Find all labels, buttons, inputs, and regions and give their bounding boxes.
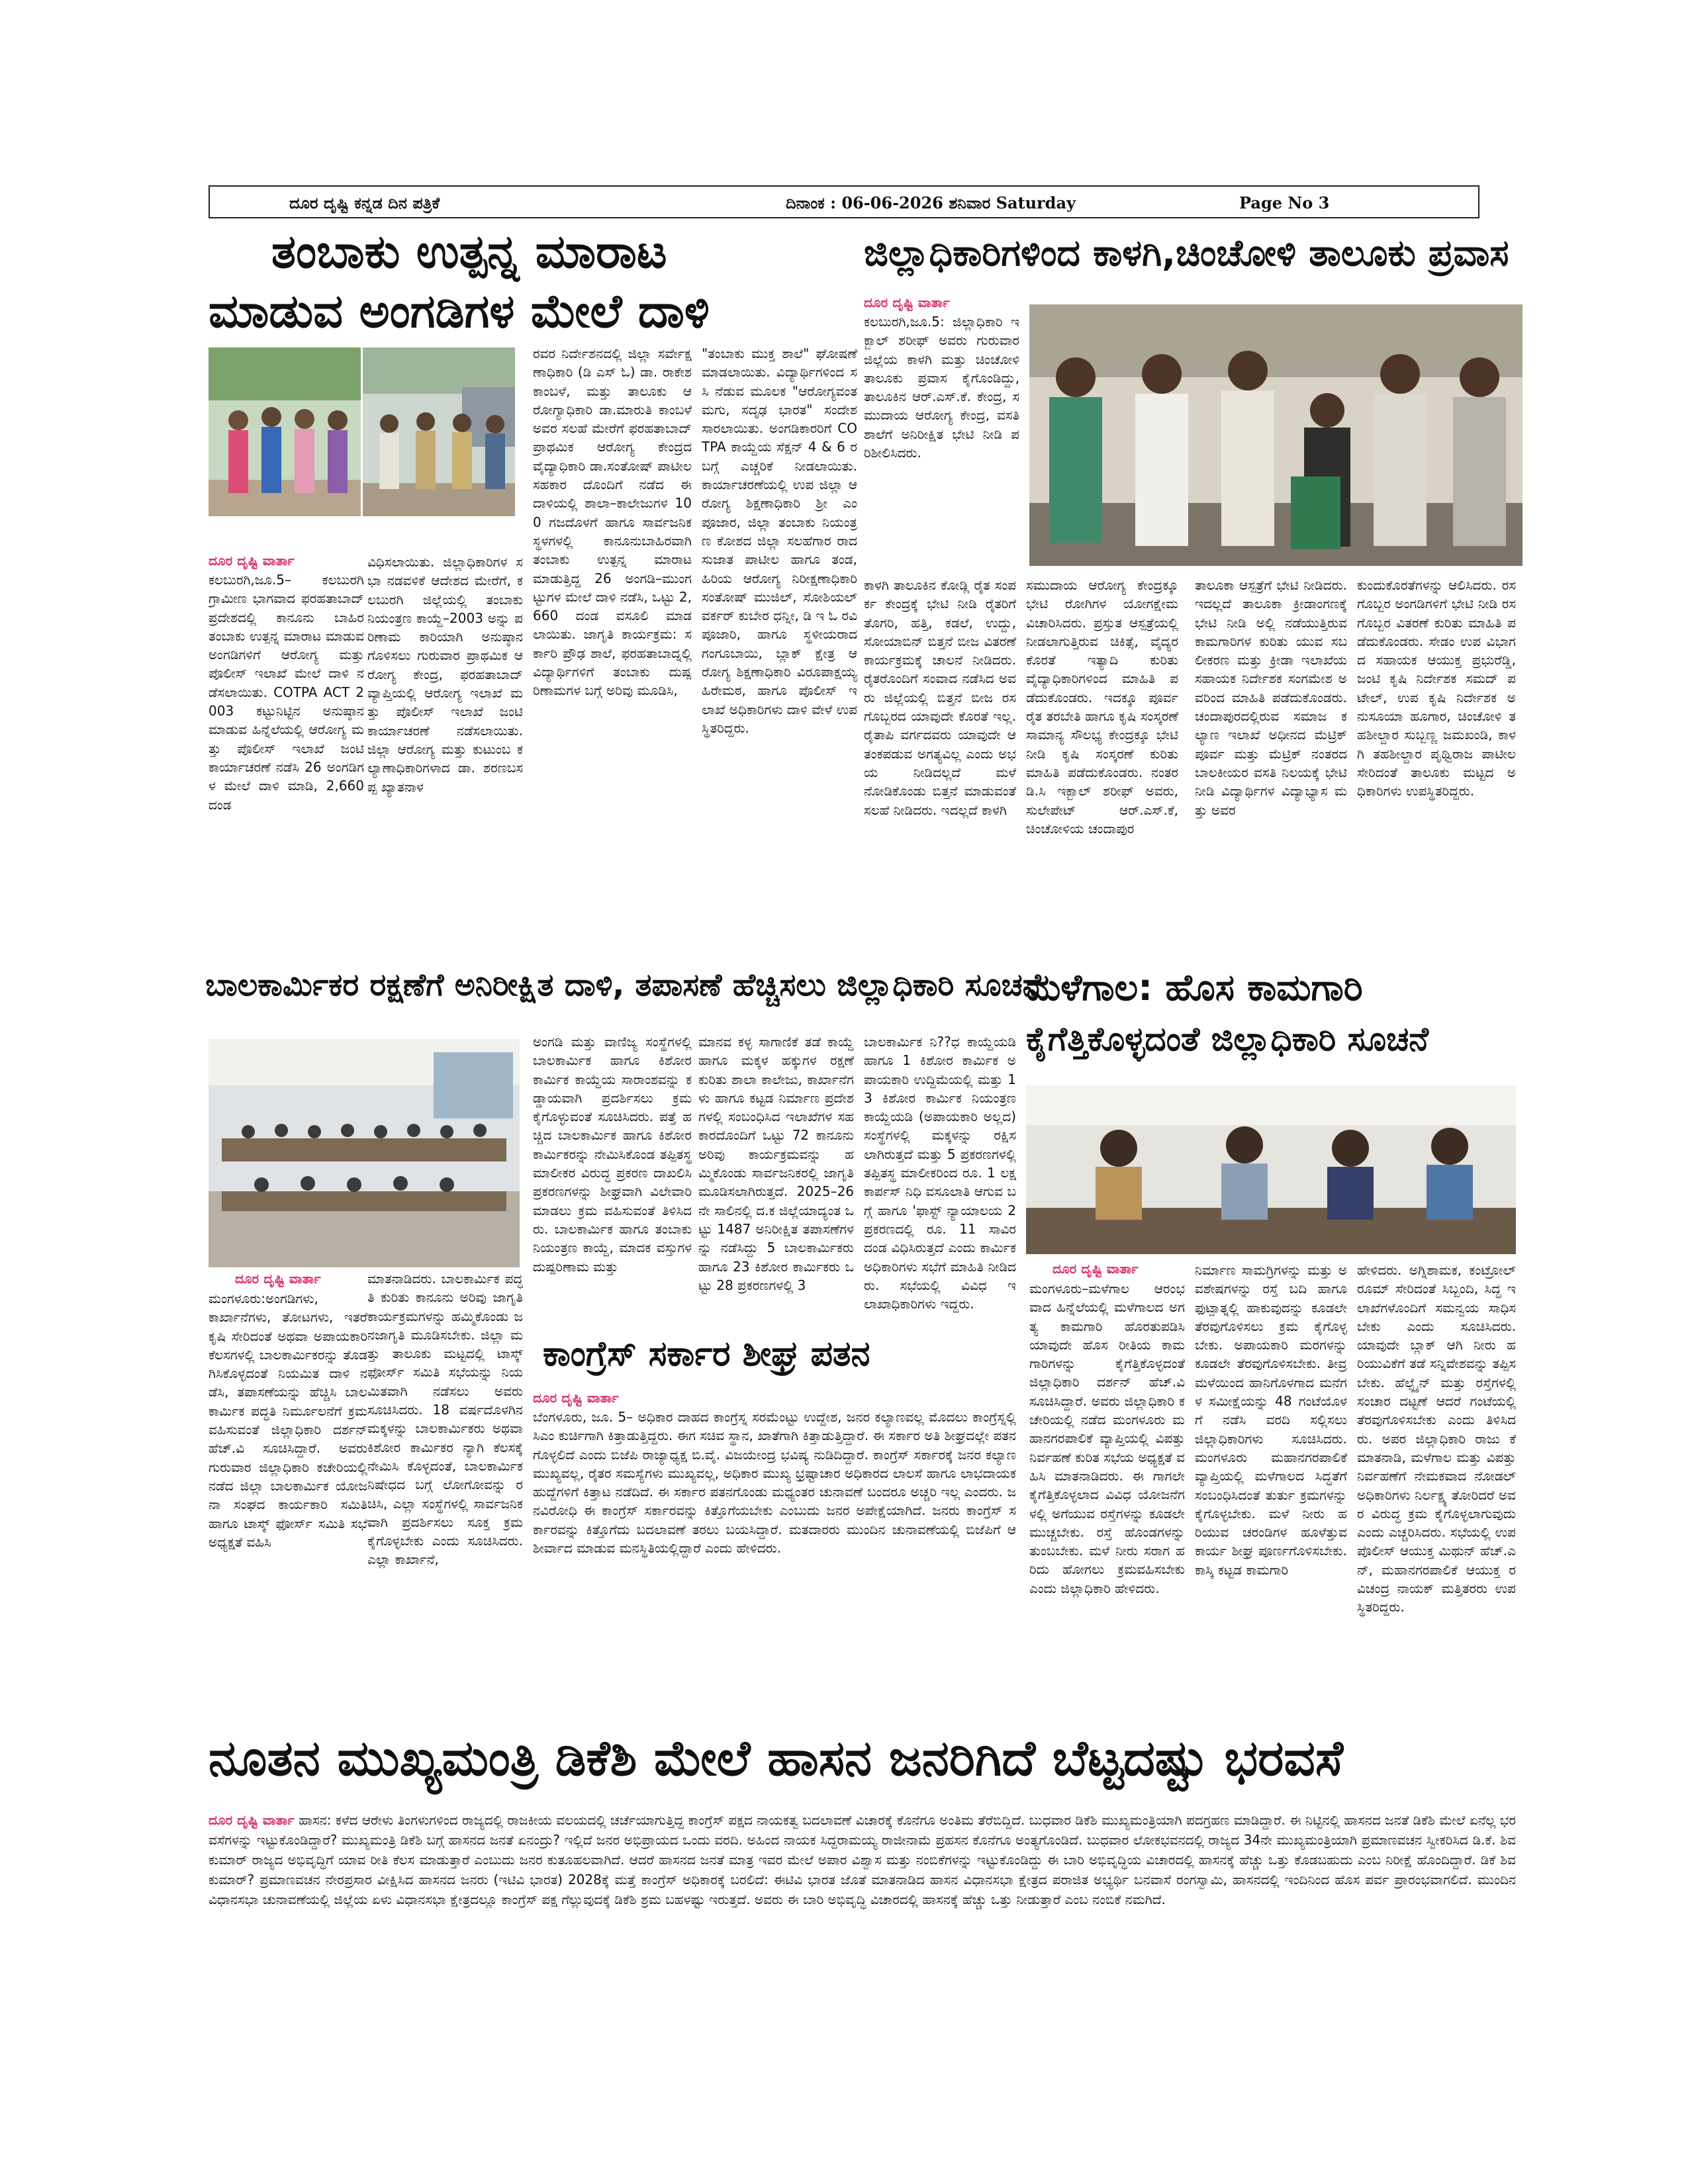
tobacco-column-3: [533, 344, 692, 953]
rain-byline: ದೂರ ದೃಷ್ಟಿ ವಾರ್ತಾ: [1053, 1261, 1139, 1277]
tobacco-text-2: ವಿಧಿಸಲಾಯಿತು. ಜಿಲ್ಲಾಧಿಕಾರಿಗಳ ಸಭಾ ನಡವಳಿಕೆ ಆದೇಶದ ಮೇರೆಗೆ, ಕಲಬುರಗಿ ಜಿಲ್ಲೆಯಲ್ಲಿ ತಂಬಾಕು ನಿಯಂತ್ರಣ ಕಾಯ್ದೆ–2003 ಅನ್ನು ಪರಿಣಾಮ ಕಾರಿಯಾಗಿ ಅನುಷ್ಠಾನ ಗೊಳಿಸಲು ಗುರುವಾರ ಪ್ರಾಥಮಿಕ ಆರೋಗ್ಯ ಕೇಂದ್ರ, ಫರಹತಾಬಾದ್ ವ್ಯಾಪ್ತಿಯಲ್ಲಿ ಆರೋಗ್ಯ ಇಲಾಖೆ ಮತ್ತು ಪೊಲೀಸ್ ಇಲಾಖೆ ಜಂಟಿ ಕಾರ್ಯಾಚರಣೆ ನಡೆಸಲಾಯಿತು. ಜಿಲ್ಲಾ ಆರೋಗ್ಯ ಮತ್ತು ಕುಟುಂಬ ಕಲ್ಯಾಣಾಧಿಕಾರಿಗಳಾದ ಡಾ. ಶರಣಬಸಪ್ಪ ಖ್ಯಾತನಾಳ: [367, 554, 523, 795]
dc-tour-intro-text: ಕಲಬುರಗಿ,ಜೂ.5: ಜಿಲ್ಲಾಧಿಕಾರಿ ಇಕ್ಬಾಲ್ ಶರೀಫ್ ಅವರು ಗುರುವಾರ ಜಿಲ್ಲೆಯ ಕಾಳಗಿ ಮತ್ತು ಚಿಂಚೋಳಿ ತಾಲೂಕು ಪ್ರವಾಸ ಕೈಗೊಂಡಿದ್ದು, ತಾಲೂಕಿನ ಆರ್.ಎಸ್.ಕೆ. ಕೇಂದ್ರ, ಸಮುದಾಯ ಆರೋಗ್ಯ ಕೇಂದ್ರ, ವಸತಿ ಶಾಲೆಗೆ ಅನಿರೀಕ್ಷಿತ ಭೇಟಿ ನೀಡಿ ಪರಿಶೀಲಿಸಿದರು.: [864, 314, 1019, 461]
paper-name: ದೂರ ದೃಷ್ಟಿ ಕನ್ನಡ ದಿನ ಪತ್ರಿಕೆ: [289, 193, 440, 212]
tobacco-photo-2: [363, 347, 515, 516]
congress-body: [533, 1408, 1016, 1717]
congress-headline: ಕಾಂಗ್ರೆಸ್ ಸರ್ಕಾರ ಶೀಘ್ರ ಪತನ: [543, 1334, 870, 1374]
tobacco-text-3: ರವರ ನಿರ್ದೇಶನದಲ್ಲಿ ಜಿಲ್ಲಾ ಸರ್ವೇಕ್ಷಣಾಧಿಕಾರಿ (ಡಿ ಎಸ್ ಓ) ಡಾ. ರಾಕೇಶ ಕಾಂಬಳೆ, ಮತ್ತು ತಾಲೂಕು ಆರೋಗ್ಯಾಧಿಕಾರಿ ಡಾ.ಮಾರುತಿ ಕಾಂಬಳೆ ಅವರ ಸಲಹೆ ಮೇರೆಗೆ ಫರಹತಾಬಾದ್ ಪ್ರಾಥಮಿಕ ಆರೋಗ್ಯ ಕೇಂದ್ರದ ವೈದ್ಯಾಧಿಕಾರಿ ಡಾ.ಸಂತೋಷ್ ಪಾಟೀಲ ಸಹಕಾರ ದೊಂದಿಗೆ ನಡೆದ ಈ ದಾಳಿಯಲ್ಲಿ ಶಾಲಾ–ಕಾಲೇಜುಗಳ 100 ಗಜದೊಳಗೆ ಹಾಗೂ ಸಾರ್ವಜನಿಕ ಸ್ಥಳಗಳಲ್ಲಿ ಕಾನೂನುಬಾಹಿರವಾಗಿ ತಂಬಾಕು ಉತ್ಪನ್ನ ಮಾರಾಟ ಮಾಡುತ್ತಿದ್ದ 26 ಅಂಗಡಿ–ಮುಂಗಟ್ಟುಗಳ ಮೇಲೆ ದಾಳಿ ನಡೆಸಿ, ಒಟ್ಟು 2,660 ದಂಡ ವಸೂಲಿ ಮಾಡಲಾಯಿತು. ಜಾಗೃತಿ ಕಾರ್ಯಕ್ರಮ: ಸರ್ಕಾರಿ ಪ್ರೌಢ ಶಾಲೆ, ಫರಹತಾಬಾದ್ನಲ್ಲಿ ವಿದ್ಯಾರ್ಥಿಗಳಿಗೆ ತಂಬಾಕು ದುಷ್ಪರಿಣಾಮಗಳ ಬಗ್ಗೆ ಅರಿವು ಮೂಡಿಸಿ,: [533, 345, 692, 699]
rain-text-3: ಹೇಳಿದರು. ಅಗ್ನಿಶಾಮಕ, ಕಂಟ್ರೋಲ್ ರೂಮ್ ಸೇರಿದಂತೆ ಸಿಬ್ಬಂದಿ, ಸಿದ್ಧ ಇಲಾಖೆಗಳೊಂದಿಗೆ ಸಮನ್ವಯ ಸಾಧಿಸಬೇಕು ಎಂದು ಸೂಚಿಸಿದರು. ಯಾವುದೇ ಬ್ಲಾಕ್ ಆಗಿ ನೀರು ಹರಿಯುವಿಕೆಗೆ ತಡೆ ಸನ್ನಿವೇಶವನ್ನು ತಪ್ಪಿಸಬೇಕು. ಹೆಲ್ಪ್ಲೈನ್ ಮತ್ತು ರಸ್ತೆಗಳಲ್ಲಿ ಸಂಚಾರ ದಟ್ಟಣೆ ಆದರೆ ಗಂಟೆಯಲ್ಲಿ ತೆರವುಗೊಳಿಸಬೇಕು ಎಂದು ತಿಳಿಸಿದರು. ಅಪರ ಜಿಲ್ಲಾಧಿಕಾರಿ ರಾಜು ಕೆ ಮಾತನಾಡಿ, ಮಳೆಗಾಲ ಮತ್ತು ವಿಪತ್ತು ನಿರ್ವಹಣೆಗೆ ನೇಮಕವಾದ ನೋಡಲ್ ಅಧಿಕಾರಿಗಳು ನಿರ್ಲಕ್ಷ್ಯ ತೋರಿದರೆ ಅವರ ವಿರುದ್ಧ ಕ್ರಮ ಕೈಗೊಳ್ಳಲಾಗುವುದು ಎಂದು ಎಚ್ಚರಿಸಿದರು. ಸಭೆಯಲ್ಲಿ ಉಪ ಪೊಲೀಸ್ ಆಯುಕ್ತ ಮಿಥುನ್ ಹೆಚ್.ಎನ್, ಮಹಾನಗರಪಾಲಿಕೆ ಆಯುಕ್ತ ರವಿಚಂದ್ರ ನಾಯಕ್ ಮತ್ತಿತರರು ಉಪಸ್ಥಿತರಿದ್ದರು.: [1357, 1262, 1516, 1615]
tobacco-column-1: [209, 570, 364, 953]
child-labour-text-1: ಮಂಗಳೂರು:ಅಂಗಡಿಗಳು, ಕಾರ್ಖಾನೆಗಳು, ತೋಟಗಳು, ಇತರೆ ಕೃಷಿ ಸೇರಿದಂತೆ ಅಥವಾ ಅಪಾಯಕಾರಿ ಕೆಲಸಗಳಲ್ಲಿ ಬಾಲಕಾರ್ಮಿಕರನ್ನು ತೊಡಗಿಸಿಕೊಳ್ಳದಂತೆ ನಿಯಮಿತ ದಾಳಿ ನಡೆಸಿ, ತಪಾಸಣೆಯನ್ನು ಹೆಚ್ಚಿಸಿ ಬಾಲಕಾರ್ಮಿಕ ಪದ್ಧತಿ ನಿರ್ಮೂಲನೆಗೆ ಕ್ರಮವಹಿಸುವಂತೆ ಜಿಲ್ಲಾಧಿಕಾರಿ ದರ್ಶನ್ ಹೆಚ್.ವಿ ಸೂಚಿಸಿದ್ದಾರೆ. ಅವರು ಗುರುವಾರ ಜಿಲ್ಲಾಧಿಕಾರಿ ಕಚೇರಿಯಲ್ಲಿ ನಡೆದ ಜಿಲ್ಲಾ ಬಾಲಕಾರ್ಮಿಕ ಯೋಜನಾ ಸಂಘದ ಕಾರ್ಯಕಾರಿ ಸಮಿತಿ ಹಾಗೂ ಟಾಸ್ಕ್ ಫೋರ್ಸ್ ಸಮಿತಿ ಸಭೆ ಅಧ್ಯಕ್ಷತೆ ವಹಿಸಿ: [209, 1291, 367, 1550]
dkshi-byline: ದೂರ ದೃಷ್ಟಿ ವಾರ್ತಾ: [209, 1812, 295, 1828]
child-labour-headline: ಬಾಲಕಾರ್ಮಿಕರ ರಕ್ಷಣೆಗೆ ಅನಿರೀಕ್ಷಿತ ದಾಳಿ, ತಪಾಸಣೆ ಹೆಚ್ಚಿಸಲು ಜಿಲ್ಲಾಧಿಕಾರಿ ಸೂಚನೆ: [205, 967, 1041, 1003]
dc-tour-column-1: [864, 576, 1016, 953]
dc-tour-intro: [864, 312, 1019, 569]
dc-tour-text-3: ತಾಲೂಕಾ ಆಸ್ಪತ್ರೆಗೆ ಭೇಟಿ ನೀಡಿದರು. ಇದಲ್ಲದೆ ತಾಲೂಕಾ ಕ್ರೀಡಾಂಗಣಕ್ಕೆ ಭೇಟಿ ನೀಡಿ ಅಲ್ಲಿ ನಡೆಯುತ್ತಿರುವ ಕಾಮಗಾರಿಗಳ ಕುರಿತು ಯುವ ಸಬಲೀಕರಣ ಮತ್ತು ಕ್ರೀಡಾ ಇಲಾಖೆಯ ಸಹಾಯಕ ನಿರ್ದೇಶಕ ಸಂಗಮೇಶ ಅವರಿಂದ ಮಾಹಿತಿ ಪಡೆದುಕೊಂಡರು. ಚಂದಾಪುರದಲ್ಲಿರುವ ಸಮಾಜ ಕಲ್ಯಾಣ ಇಲಾಖೆ ಅಧೀನದ ಮೆಟ್ರಿಕ್ ಪೂರ್ವ ಮತ್ತು ಮೆಟ್ರಿಕ್ ನಂತರದ ಬಾಲಕೀಯರ ವಸತಿ ನಿಲಯಕ್ಕೆ ಭೇಟಿ ನೀಡಿ ವಿದ್ಯಾರ್ಥಿಗಳ ವಿದ್ಯಾಭ್ಯಾಸ ಮತ್ತು ಅವರ: [1195, 577, 1347, 818]
dc-tour-photo: [1029, 304, 1523, 566]
masthead: [209, 185, 1479, 218]
tobacco-byline: ದೂರ ದೃಷ್ಟಿ ವಾರ್ತಾ: [209, 553, 295, 569]
rain-column-2: [1195, 1261, 1347, 1717]
dkshi-text: ಹಾಸನ: ಕಳೆದ ಆರೇಳು ತಿಂಗಳುಗಳಿಂದ ರಾಜ್ಯದಲ್ಲಿ ರಾಜಕೀಯ ವಲಯದಲ್ಲಿ ಚರ್ಚೆಯಾಗುತ್ತಿದ್ದ ಕಾಂಗ್ರೆಸ್ ಪಕ್ಷದ ನಾಯಕತ್ವ ಬದಲಾವಣೆ ವಿಚಾರಕ್ಕೆ ಕೊನೆಗೂ ಅಂತಿಮ ತೆರೆಬಿದ್ದಿದೆ. ಬುಧವಾರ ಡಿಕೆಶಿ ಮುಖ್ಯಮಂತ್ರಿಯಾಗಿ ಪದಗ್ರಹಣ ಮಾಡಿದ್ದಾರೆ. ಈ ನಿಟ್ಟಿನಲ್ಲಿ ಹಾಸನದ ಜನತೆ ಡಿಕೆಶಿ ಮೇಲೆ ಏನೆಲ್ಲ ಭರವಸೆಗಳನ್ನು ಇಟ್ಟುಕೊಂಡಿದ್ದಾರೆ? ಮುಖ್ಯಮಂತ್ರಿ ಡಿಕೆಶಿ ಬಗ್ಗೆ ಹಾಸನದ ಜನತೆ ಏನಂದ್ರು? ಇಲ್ಲಿದೆ ಜನರ ಅಭಿಪ್ರಾಯದ ಒಂದು ವರದಿ. ಅಹಿಂದ ನಾಯಕ ಸಿದ್ದರಾಮಯ್ಯ ರಾಜೀನಾಮೆ ಪ್ರಹಸನ ಕೊನೆಗೂ ಅಂತ್ಯಗೊಂಡಿದೆ. ಬುಧವಾರ ಲೋಕಭವನದಲ್ಲಿ ರಾಜ್ಯದ 34ನೇ ಮುಖ್ಯಮಂತ್ರಿಯಾಗಿ ಪ್ರಮಾಣವಚನ ಸ್ವೀಕರಿಸಿದ ಡಿ.ಕೆ. ಶಿವಕುಮಾರ್ ರಾಜ್ಯದ ಅಭಿವೃದ್ಧಿಗೆ ಯಾವ ರೀತಿ ಕೆಲಸ ಮಾಡುತ್ತಾರೆ ಎಂಬುದು ಜನರ ಕುತೂಹಲವಾಗಿದೆ. ಆದರೆ ಹಾಸನದ ಜನತೆ ಮಾತ್ರ ಇವರ ಮೇಲೆ ಅಪಾರ ವಿಶ್ವಾಸ ಮತ್ತು ನಂಬಿಕೆಗಳನ್ನು ಇಟ್ಟುಕೊಂಡಿದ್ದು ಈ ಬಾರಿ ಅಭಿವೃದ್ಧಿಯ ವಿಚಾರದಲ್ಲಿ ಹಾಸನಕ್ಕೆ ಹೆಚ್ಚು ಒತ್ತು ಕೊಡಬಹುದು ಎಂಬ ನಿರೀಕ್ಷೆ ಹೊಂದಿದ್ದಾರೆ. ಡಿಕೆ ಶಿವಕುಮಾರ್? ಪ್ರಮಾಣವಚನ ನೇರಪ್ರಸಾರ ವೀಕ್ಷಿಸಿದ ಹಾಸನದ ಜನರು (ಇಟಿವಿ ಭಾರತ) 2028ಕ್ಕೆ ಮತ್ತೆ ಕಾಂಗ್ರೆಸ್ ಅಧಿಕಾರಕ್ಕೆ ಬರಲಿದೆ: ಈಟಿವಿ ಭಾರತ ಜೊತೆ ಮಾತನಾಡಿದ ಹಾಸನ ವಿಧಾನಸಭಾ ಕ್ಷೇತ್ರದ ಪರಾಜಿತ ಅಭ್ಯರ್ಥಿ ಬನವಾಸೆ ರಂಗಸ್ವಾಮಿ, ಹಾಸನದಲ್ಲಿ ಇಂದಿನಿಂದ ಹೊಸ ಪರ್ವ ಪ್ರಾರಂಭವಾಗಲಿದೆ. ಮುಂದಿನ ವಿಧಾನಸಭಾ ಚುನಾವಣೆಯಲ್ಲಿ ಜಿಲ್ಲೆಯ ಏಳು ವಿಧಾನಸಭಾ ಕ್ಷೇತ್ರದಲ್ಲೂ ಕಾಂಗ್ರೆಸ್ ಪಕ್ಷ ಗೆಲ್ಲುವುದಕ್ಕೆ ಡಿಕೆಶಿ ಶ್ರಮ ಬಹಳಷ್ಟು ಇರುತ್ತದೆ. ಅವರು ಈ ಬಾರಿ ಅಭಿವೃದ್ಧಿ ವಿಚಾರದಲ್ಲಿ ಹಾಸನಕ್ಕೆ ಹೆಚ್ಚು ಒತ್ತು ನೀಡುತ್ತಾರೆ ಎಂಬ ನಂಬಿಕೆ ನಮಗಿದೆ.: [209, 1812, 1516, 1907]
tobacco-headline-line1: ತಂಬಾಕು ಉತ್ಪನ್ನ ಮಾರಾಟ: [271, 224, 667, 279]
child-labour-text-2: ಮಾತನಾಡಿದರು. ಬಾಲಕಾರ್ಮಿಕ ಪದ್ಧತಿ ಕುರಿತು ಕಾನೂನು ಅರಿವು ಜಾಗೃತಿ ಕಾರ್ಯಕ್ರಮಗಳನ್ನು ಹಮ್ಮಿಕೊಂಡು ಜನಜಾಗೃತಿ ಮೂಡಿಸಬೇಕು. ಜಿಲ್ಲಾ ಮತ್ತು ತಾಲೂಕು ಮಟ್ಟದಲ್ಲಿ ಟಾಸ್ಕ್ ಫೋರ್ಸ್ ಸಮಿತಿ ಸಭೆಯನ್ನು ನಿಯಮಿತವಾಗಿ ನಡೆಸಲು ಅವರು ಸೂಚಿಸಿದರು. 18 ವರ್ಷದೊಳಗಿನ ಮಕ್ಕಳನ್ನು ಬಾಲಕಾರ್ಮಿಕರು ಅಥವಾ ಕಿಶೋರ ಕಾರ್ಮಿಕರ ನ್ಯಾಗಿ ಕೆಲಸಕ್ಕೆ ನೇಮಿಸಿ ಕೊಳ್ಳದಂತೆ, ಬಾಲಕಾರ್ಮಿಕ ನಿಷೇಧದ ಬಗ್ಗೆ ಲೋಗೋವನ್ನು ರಚಿಸಿ, ಎಲ್ಲಾ ಸಂಸ್ಥೆಗಳಲ್ಲಿ ಸಾರ್ವಜನಿಕವಾಗಿ ಪ್ರದರ್ಶಿಸಲು ಸೂಕ್ತ ಕ್ರಮಕೈಗೊಳ್ಳಬೇಕು ಎಂದು ಸೂಚಿಸಿದರು. ಎಲ್ಲಾ ಕಾರ್ಖಾನೆ,: [367, 1271, 523, 1568]
rain-column-1: [1029, 1279, 1185, 1717]
dc-tour-text-2: ಸಮುದಾಯ ಆರೋಗ್ಯ ಕೇಂದ್ರಕ್ಕೂ ಭೇಟಿ ರೋಗಿಗಳ ಯೋಗಕ್ಷೇಮ ವಿಚಾರಿಸಿದರು. ಪ್ರಸ್ತುತ ಆಸ್ಪತ್ರೆಯಲ್ಲಿ ನೀಡಲಾಗುತ್ತಿರುವ ಚಿಕಿತ್ಸೆ, ವೈದ್ಯರ ಕೊರತೆ ಇತ್ಯಾದಿ ಕುರಿತು ವೈದ್ಯಾಧಿಕಾರಿಗಳಿಂದ ಮಾಹಿತಿ ಪಡೆದುಕೊಂಡರು. ಇದಕ್ಕೂ ಪೂರ್ವ ರೈತ ತರಬೇತಿ ಹಾಗೂ ಕೃಷಿ ಸಂಸ್ಕರಣೆ ಸಾಮಾನ್ಯ ಸೌಲಭ್ಯ ಕೇಂದ್ರಕ್ಕೂ ಭೇಟಿ ನೀಡಿ ಕೃಷಿ ಸಂಸ್ಕರಣೆ ಕುರಿತು ಮಾಹಿತಿ ಪಡೆದುಕೊಂಡರು. ನಂತರ ಡಿ.ಸಿ ಇಕ್ಬಾಲ್ ಶರೀಫ್ ಅವರು, ಸುಲೇಪೇಟ್ ಆರ್.ಎಸ್.ಕೆ, ಚಿಂಚೋಳಿಯ ಚಂದಾಪುರ: [1026, 577, 1178, 837]
tobacco-column-2: [367, 553, 523, 953]
dkshi-body: [209, 1810, 1516, 1982]
dc-tour-byline: ದೂರ ದೃಷ್ಟಿ ವಾರ್ತಾ: [864, 295, 950, 310]
rain-photo: [1026, 1085, 1516, 1254]
child-labour-column-5: [864, 1032, 1016, 1403]
dc-tour-column-4: [1357, 576, 1516, 953]
tobacco-headline-line2: ಮಾಡುವ ಅಂಗಡಿಗಳ ಮೇಲೆ ದಾಳಿ: [209, 284, 710, 338]
child-labour-text-4: ಮಾನವ ಕಳ್ಳ ಸಾಗಾಣಿಕೆ ತಡೆ ಕಾಯ್ದೆ ಹಾಗೂ ಮಕ್ಕಳ ಹಕ್ಕುಗಳ ರಕ್ಷಣೆ ಕುರಿತು ಶಾಲಾ ಕಾಲೇಜು, ಕಾರ್ಖಾನೆಗಳು ಹಾಗೂ ಕಟ್ಟಡ ನಿರ್ಮಾಣ ಪ್ರದೇಶಗಳಲ್ಲಿ ಸಂಬಂಧಿಸಿದ ಇಲಾಖೆಗಳ ಸಹಕಾರದೊಂದಿಗೆ ಒಟ್ಟು 72 ಕಾನೂನು ಅರಿವು ಕಾರ್ಯಕ್ರಮವನ್ನು ಹಮ್ಮಿಕೊಂಡು ಸಾರ್ವಜನಿಕರಲ್ಲಿ ಜಾಗೃತಿ ಮೂಡಿಸಲಾಗಿರುತ್ತದೆ. 2025–26ನೇ ಸಾಲಿನಲ್ಲಿ ದ.ಕ ಜಿಲ್ಲೆಯಾದ್ಯಂತ ಒಟ್ಟು 1487 ಅನಿರೀಕ್ಷಿತ ತಪಾಸಣೆಗಳನ್ನು ನಡೆಸಿದ್ದು 5 ಬಾಲಕಾರ್ಮಿಕರು ಹಾಗೂ 23 ಕಿಶೋರ ಕಾರ್ಮಿಕರು ಒಟ್ಟು 28 ಪ್ರಕರಣಗಳಲ್ಲಿ 3: [698, 1034, 854, 1293]
dkshi-headline: ನೂತನ ಮುಖ್ಯಮಂತ್ರಿ ಡಿಕೆಶಿ ಮೇಲೆ ಹಾಸನ ಜನರಿಗಿದೆ ಬೆಟ್ಟದಷ್ಟು ಭರವಸೆ: [209, 1730, 1344, 1787]
tobacco-column-4: [702, 344, 857, 953]
rain-column-3: [1357, 1261, 1516, 1717]
child-labour-photo: [209, 1039, 520, 1267]
rain-headline-line2: ಕೈಗೆತ್ತಿಕೊಳ್ಳದಂತೆ ಜಿಲ್ಲಾಧಿಕಾರಿ ಸೂಚನೆ: [1026, 1020, 1429, 1058]
rain-headline-line1: ಮಳೆಗಾಲ: ಹೊಸ ಕಾಮಗಾರಿ: [1026, 966, 1363, 1009]
child-labour-text-3: ಅಂಗಡಿ ಮತ್ತು ವಾಣಿಜ್ಯ ಸಂಸ್ಥೆಗಳಲ್ಲಿ ಬಾಲಕಾರ್ಮಿಕ ಹಾಗೂ ಕಿಶೋರ ಕಾರ್ಮಿಕ ಕಾಯ್ದೆಯ ಸಾರಾಂಶವನ್ನು ಕಡ್ಡಾಯವಾಗಿ ಪ್ರದರ್ಶಿಸಲು ಕ್ರಮ ಕೈಗೊಳ್ಳುವಂತೆ ಸೂಚಿಸಿದರು. ಪತ್ತೆ ಹಚ್ಚಿದ ಬಾಲಕಾರ್ಮಿಕ ಹಾಗೂ ಕಿಶೋರ ಕಾರ್ಮಿಕರನ್ನು ನೇಮಿಸಿಕೊಂಡ ತಪ್ಪಿತಸ್ಥ ಮಾಲೀಕರ ವಿರುದ್ಧ ಪ್ರಕರಣ ದಾಖಲಿಸಿ ಪ್ರಕರಣಗಳನ್ನು ಶೀಘ್ರವಾಗಿ ವಿಲೇವಾರಿ ಮಾಡಲು ಕ್ರಮ ವಹಿಸುವಂತೆ ತಿಳಿಸಿದರು. ಬಾಲಕಾರ್ಮಿಕ ಹಾಗೂ ತಂಬಾಕು ನಿಯಂತ್ರಣ ಕಾಯ್ದೆ, ಮಾದಕ ವಸ್ತುಗಳ ದುಷ್ಪರಿಣಾಮ ಮತ್ತು: [533, 1034, 692, 1275]
child-labour-column-2: [367, 1269, 523, 1717]
congress-byline: ದೂರ ದೃಷ್ಟಿ ವಾರ್ತಾ: [533, 1390, 619, 1406]
dc-tour-column-3: [1195, 576, 1347, 953]
dc-tour-headline: ಜಿಲ್ಲಾಧಿಕಾರಿಗಳಿಂದ ಕಾಳಗಿ,ಚಿಂಚೋಳಿ ತಾಲೂಕು ಪ್ರವಾಸ: [864, 232, 1509, 274]
tobacco-text-4: "ತಂಬಾಕು ಮುಕ್ತ ಶಾಲೆ" ಘೋಷಣೆ ಮಾಡಲಾಯಿತು. ವಿದ್ಯಾರ್ಥಿಗಳಿಂದ ಸಸಿ ನೆಡುವ ಮೂಲಕ "ಆರೋಗ್ಯವಂತ ಮಗು, ಸದೃಢ ಭಾರತ" ಸಂದೇಶ ಸಾರಲಾಯಿತು. ಅಂಗಡಿಕಾರರಿಗೆ COTPA ಕಾಯ್ದೆಯ ಸೆಕ್ಷನ್ 4 & 6 ರ ಬಗ್ಗೆ ಎಚ್ಚರಿಕೆ ನೀಡಲಾಯಿತು. ಕಾರ್ಯಾಚರಣೆಯಲ್ಲಿ ಉಪ ಜಿಲ್ಲಾ ಆರೋಗ್ಯ ಶಿಕ್ಷಣಾಧಿಕಾರಿ ಶ್ರೀ ಎಂ ಪೂಜಾರ, ಜಿಲ್ಲಾ ತಂಬಾಕು ನಿಯಂತ್ರಣ ಕೋಶದ ಜಿಲ್ಲಾ ಸಲಹೆಗಾರ ರಾದ ಸುಜಾತ ಪಾಟೀಲ ಹಾಗೂ ತಂಡ, ಹಿರಿಯ ಆರೋಗ್ಯ ನಿರೀಕ್ಷಣಾಧಿಕಾರಿ ಸಂತೋಷ್ ಮುಜಿಲ್, ಸೋಶಿಯಲ್ ವರ್ಕರ್ ಕುಬೇರ ಧನ್ನೀ, ಡಿ ಇ ಓ ರವಿ ಪೂಜಾರಿ, ಹಾಗೂ ಸ್ಥಳೀಯರಾದ ಗಂಗೂಬಾಯಿ, ಬ್ಲಾಕ್ ಕ್ಷೇತ್ರ ಆರೋಗ್ಯ ಶಿಕ್ಷಣಾಧಿಕಾರಿ ವಿರೂಪಾಕ್ಷಯ್ಯ ಹಿರೇಮಠ, ಹಾಗೂ ಪೊಲೀಸ್ ಇಲಾಖೆ ಅಧಿಕಾರಿಗಳು ದಾಳಿ ವೇಳೆ ಉಪಸ್ಥಿತರಿದ್ದರು.: [702, 345, 857, 736]
child-labour-column-1: [209, 1289, 367, 1717]
page-number: Page No 3: [1239, 193, 1330, 212]
child-labour-byline: ದೂರ ದೃಷ್ಟಿ ವಾರ್ತಾ: [235, 1271, 321, 1287]
child-labour-text-5: ಬಾಲಕಾರ್ಮಿಕ ನಿ??ಧ ಕಾಯ್ದೆಯಡಿ ಹಾಗೂ 1 ಕಿಶೋರ ಕಾರ್ಮಿಕ ಅಪಾಯಕಾರಿ ಉದ್ದಿಮೆಯಲ್ಲಿ ಮತ್ತು 13 ಕಿಶೋರ ಕಾರ್ಮಿಕ ನಿಯಂತ್ರಣ ಕಾಯ್ದೆಯಡಿ (ಅಪಾಯಕಾರಿ ಅಲ್ಲದ) ಸಂಸ್ಥೆಗಳಲ್ಲಿ ಮಕ್ಕಳನ್ನು ರಕ್ಷಿಸಲಾಗಿರುತ್ತದೆ ಮತ್ತು 5 ಪ್ರಕರಣಗಳಲ್ಲಿ ತಪ್ಪಿತಸ್ಥ ಮಾಲೀಕರಿಂದ ರೂ. 1 ಲಕ್ಷ ಕಾರ್ಪಸ್ ನಿಧಿ ವಸೂಲಾತಿ ಆಗುವ ಬಗ್ಗೆ ಹಾಗೂ 'ಫಾಸ್ಟ್ ನ್ಯಾಯಾಲಯ 2 ಪ್ರಕರಣದಲ್ಲಿ ರೂ. 11 ಸಾವಿರ ದಂಡ ವಿಧಿಸಿರುತ್ತದೆ ಎಂದು ಕಾರ್ಮಿಕ ಅಧಿಕಾರಿಗಳು ಸಭೆಗೆ ಮಾಹಿತಿ ನೀಡಿದರು. ಸಭೆಯಲ್ಲಿ ವಿವಿಧ ಇಲಾಖಾಧಿಕಾರಿಗಳು ಇದ್ದರು.: [864, 1034, 1016, 1312]
rain-text-2: ನಿರ್ಮಾಣ ಸಾಮಗ್ರಿಗಳನ್ನು ಮತ್ತು ಅವಶೇಷಗಳನ್ನು ರಸ್ತೆ ಬದಿ ಹಾಗೂ ಫುಟ್ಪಾತ್ನಲ್ಲಿ ಹಾಕುವುದನ್ನು ಕೂಡಲೇ ತೆರವುಗೊಳಿಸಲು ಕ್ರಮ ಕೈಗೊಳ್ಳಬೇಕು. ಅಪಾಯಕಾರಿ ಮರಗಳನ್ನು ಕೂಡಲೇ ತೆರವುಗೊಳಿಸಬೇಕು. ತೀವ್ರ ಮಳೆಯಿಂದ ಹಾನಿಗೊಳಗಾದ ಮನೆಗಳ ಸಮೀಕ್ಷೆಯನ್ನು 48 ಗಂಟೆಯೊಳಗೆ ನಡೆಸಿ ವರದಿ ಸಲ್ಲಿಸಲು ಜಿಲ್ಲಾಧಿಕಾರಿಗಳು ಸೂಚಿಸಿದರು. ಮಂಗಳೂರು ಮಹಾನಗರಪಾಲಿಕೆ ವ್ಯಾಪ್ತಿಯಲ್ಲಿ ಮಳೆಗಾಲದ ಸಿದ್ಧತೆಗೆ ಸಂಬಂಧಿಸಿದಂತೆ ತುರ್ತು ಕ್ರಮಗಳನ್ನು ಕೈಗೊಳ್ಳಬೇಕು. ಮಳೆ ನೀರು ಹರಿಯುವ ಚರಂಡಿಗಳ ಹೂಳೆತ್ತುವ ಕಾರ್ಯ ಶೀಘ್ರ ಪೂರ್ಣಗೊಳಿಸಬೇಕು. ಕಾಸ್ಕಿ ಕಟ್ಟಡ ಕಾಮಗಾರಿ: [1195, 1262, 1347, 1578]
dc-tour-column-2: [1026, 576, 1178, 953]
congress-text: ಬೆಂಗಳೂರು, ಜೂ. 5– ಅಧಿಕಾರ ದಾಹದ ಕಾಂಗ್ರೆಸ್ನ ಸರಮೆಂಟ್ಟು ಉದ್ದೇಶ, ಜನರ ಕಲ್ಯಾಣವಲ್ಲ ಮೊದಲು ಕಾಂಗ್ರೆಸ್ನಲ್ಲಿ ಸಿಎಂ ಕುರ್ಚಿಗಾಗಿ ಕಿತ್ತಾಡುತ್ತಿದ್ದರು. ಈಗ ಸಚಿವ ಸ್ಥಾನ, ಖಾತೆಗಾಗಿ ಕಿತ್ತಾಡುತ್ತಿದ್ದಾರೆ. ಈ ಸರ್ಕಾರ ಅತಿ ಶೀಘ್ರದಲ್ಲೇ ಪತನಗೊಳ್ಳಲಿದೆ ಎಂದು ಬಿಜೆಪಿ ರಾಜ್ಯಾಧ್ಯಕ್ಷ ಬಿ.ವೈ. ವಿಜಯೇಂದ್ರ ಭವಿಷ್ಯ ನುಡಿದಿದ್ದಾರೆ. ಕಾಂಗ್ರೆಸ್ ಸರ್ಕಾರಕ್ಕೆ ಜನರ ಕಲ್ಯಾಣ ಮುಖ್ಯವಲ್ಲ, ರೈತರ ಸಮಸ್ಯೆಗಳು ಮುಖ್ಯವಲ್ಲ, ಅಧಿಕಾರ ಮುಖ್ಯ ಭ್ರಷ್ಟಾಚಾರ ಅಧಿಕಾರದ ಲಾಲಸೆ ಹಾಗೂ ಲಾಭದಾಯಕ ಹುದ್ದೆಗಳಿಗೆ ಕಿತ್ತಾಟ ನಡೆದಿದೆ. ಈ ಸರ್ಕಾರ ಪತನಗೊಂಡು ಮಧ್ಯಂತರ ಚುನಾವಣೆ ಬಂದರೂ ಅಚ್ಚರಿ ಇಲ್ಲ ಎಂದರು. ಜನವಿರೋಧಿ ಈ ಕಾಂಗ್ರೆಸ್ ಸರ್ಕಾರವನ್ನು ಕಿತ್ತೊಗೆಯಬೇಕು ಎಂಬುದು ಜನರ ಅಪೇಕ್ಷೆಯಾಗಿದೆ. ಜನರು ಕಾಂಗ್ರೆಸ್ ಸರ್ಕಾರವನ್ನು ಕಿತ್ತೊಗೆದು ಬದಲಾವಣೆ ತರಲು ಬಯಸಿದ್ದಾರೆ. ಮತದಾರರು ಮುಂದಿನ ಚುನಾವಣೆಯಲ್ಲಿ ಬಿಜೆಪಿಗೆ ಆಶೀರ್ವಾದ ಮಾಡುವ ಮನಸ್ಥಿತಿಯಲ್ಲಿದ್ದಾರೆ ಎಂದು ಹೇಳಿದರು.: [533, 1409, 1016, 1557]
dc-tour-text-4: ಕುಂದುಕೊರತೆಗಳನ್ನು ಆಲಿಸಿದರು. ರಸಗೊಬ್ಬರ ಅಂಗಡಿಗಳಿಗೆ ಭೇಟಿ ನೀಡಿ ರಸಗೊಬ್ಬರ ವಿತರಣೆ ಕುರಿತು ಮಾಹಿತಿ ಪಡೆದುಕೊಂಡರು. ಸೇಡಂ ಉಪ ವಿಭಾಗದ ಸಹಾಯಕ ಆಯುಕ್ತ ಪ್ರಭುರೆಡ್ಡಿ, ಜಂಟಿ ಕೃಷಿ ನಿರ್ದೇಶಕ ಸಮದ್ ಪಟೇಲ್, ಉಪ ಕೃಷಿ ನಿರ್ದೇಶಕ ಅನುಸೂಯಾ ಹೂಗಾರ, ಚಿಂಚೋಳಿ ತಹಶೀಲ್ದಾರ ಸುಬ್ಬಣ್ಣ ಜಮಖಂಡಿ, ಕಾಳಗಿ ತಹಶೀಲ್ದಾರ ಪೃಥ್ವಿರಾಜ ಪಾಟೀಲ ಸೇರಿದಂತೆ ತಾಲೂಕು ಮಟ್ಟದ ಅಧಿಕಾರಿಗಳು ಉಪಸ್ಥಿತರಿದ್ದರು.: [1357, 577, 1516, 799]
child-labour-column-3: [533, 1032, 692, 1317]
tobacco-text-1: ಕಲಬುರಗಿ,ಜೂ.5– ಕಲಬುರಗಿ ಗ್ರಾಮೀಣ ಭಾಗವಾದ ಫರಹತಾಬಾದ್ ಪ್ರದೇಶದಲ್ಲಿ ಕಾನೂನು ಬಾಹಿರ ತಂಬಾಕು ಉತ್ಪನ್ನ ಮಾರಾಟ ಮಾಡುವ ಅಂಗಡಿಗಳಿಗೆ ಆರೋಗ್ಯ ಮತ್ತು ಪೊಲೀಸ್ ಇಲಾಖೆ ಮೇಲೆ ದಾಳಿ ನಡೆಸಲಾಯಿತು. COTPA ACT 2003 ಕಟ್ಟುನಿಟ್ಟಿನ ಅನುಷ್ಠಾನ ಮಾಡುವ ಹಿನ್ನೆಲೆಯಲ್ಲಿ ಆರೋಗ್ಯ ಮತ್ತು ಪೊಲೀಸ್ ಇಲಾಖೆ ಜಂಟಿ ಕಾರ್ಯಾಚರಣೆ ನಡೆಸಿ 26 ಅಂಗಡಿಗಳ ಮೇಲೆ ದಾಳಿ ಮಾಡಿ, 2,660 ದಂಡ: [209, 572, 364, 813]
issue-date: ದಿನಾಂಕ : 06-06-2026 ಶನಿವಾರ Saturday: [786, 193, 1076, 212]
child-labour-column-4: [698, 1032, 854, 1317]
dc-tour-text-1: ಕಾಳಗಿ ತಾಲೂಕಿನ ಕೋಡ್ಲಿ ರೈತ ಸಂಪರ್ಕ ಕೇಂದ್ರಕ್ಕೆ ಭೇಟಿ ನೀಡಿ ರೈತರಿಗೆ ತೊಗರಿ, ಹತ್ತಿ, ಕಡಲೆ, ಉದ್ದು, ಸೋಯಾಬಿನ್ ಬಿತ್ತನೆ ಬೀಜ ವಿತರಣೆ ಕಾರ್ಯಕ್ರಮಕ್ಕೆ ಚಾಲನೆ ನೀಡಿದರು. ರೈತರೊಂದಿಗೆ ಸಂವಾದ ನಡೆಸಿದ ಅವರು ಜಿಲ್ಲೆಯಲ್ಲಿ ಬಿತ್ತನೆ ಬೀಜ ರಸಗೊಬ್ಬರದ ಯಾವುದೇ ಕೊರತೆ ಇಲ್ಲ. ರೈತಾಪಿ ವರ್ಗದವರು ಯಾವುದೇ ಆತಂಕಪಡುವ ಅಗತ್ಯವಿಲ್ಲ ಎಂದು ಅಭಯ ನೀಡಿದಲ್ಲದೆ ಮಳೆ ನೋಡಿಕೊಂಡು ಬಿತ್ತನೆ ಮಾಡುವಂತೆ ಸಲಹೆ ನೀಡಿದರು. ಇದಲ್ಲದೆ ಕಾಳಗಿ: [864, 577, 1016, 818]
tobacco-photo-1: [209, 347, 361, 516]
rain-text-1: ಮಂಗಳೂರು–ಮಳೆಗಾಲ ಆರಂಭವಾದ ಹಿನ್ನೆಲೆಯಲ್ಲಿ ಮಳೆಗಾಲದ ಅಗತ್ಯ ಕಾಮಗಾರಿ ಹೊರತುಪಡಿಸಿ ಯಾವುದೇ ಹೊಸ ರೀತಿಯ ಕಾಮಗಾರಿಗಳನ್ನು ಕೈಗೆತ್ತಿಕೊಳ್ಳದಂತೆ ಜಿಲ್ಲಾಧಿಕಾರಿ ದರ್ಶನ್ ಹೆಚ್.ವಿ ಸೂಚಿಸಿದ್ದಾರೆ. ಅವರು ಜಿಲ್ಲಾಧಿಕಾರಿ ಕಚೇರಿಯಲ್ಲಿ ನಡೆದ ಮಂಗಳೂರು ಮಹಾನಗರಪಾಲಿಕೆ ವ್ಯಾಪ್ತಿಯಲ್ಲಿ ವಿಪತ್ತು ನಿರ್ವಹಣೆ ಕುರಿತ ಸಭೆಯ ಅಧ್ಯಕ್ಷತೆ ವಹಿಸಿ ಮಾತನಾಡಿದರು. ಈ ಗಾಗಲೇ ಕೈಗೆತ್ತಿಕೊಳ್ಳಲಾದ ವಿವಿಧ ಯೋಜನೆಗಳಲ್ಲಿ ಅಗೆಯುವ ರಸ್ತೆಗಳನ್ನು ಕೂಡಲೇ ಮುಚ್ಚಬೇಕು. ರಸ್ತೆ ಹೊಂಡಗಳನ್ನು ತುಂಬಬೇಕು. ಮಳೆ ನೀರು ಸರಾಗ ಹರಿದು ಹೋಗಲು ಕ್ರಮವಹಿಸಬೇಕು ಎಂದು ಜಿಲ್ಲಾಧಿಕಾರಿ ಹೇಳಿದರು.: [1029, 1281, 1185, 1596]
